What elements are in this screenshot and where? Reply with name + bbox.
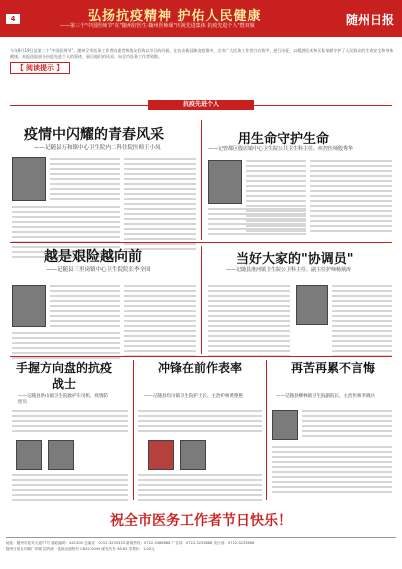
row-divider bbox=[10, 242, 392, 243]
article-7-deck: ——记随县柳林镇卫生院副院长、主治医师李晓兵 bbox=[276, 394, 375, 399]
article-7-photo bbox=[272, 410, 298, 440]
article-5-body-2 bbox=[12, 474, 128, 504]
reading-tips-label: 【 阅读提示 】 bbox=[10, 62, 70, 74]
article-1-photo bbox=[12, 157, 46, 201]
article-1-body bbox=[50, 158, 120, 203]
page-subtitle: ——第三个"中国医师节"在"随州好医生·随州医师颂"庆祝先进集体 抗疫先进个人"暨双颁 bbox=[60, 23, 255, 29]
article-6-headline: 冲锋在前作表率 bbox=[157, 361, 242, 375]
article-4-body bbox=[208, 285, 290, 360]
article-3-body-2 bbox=[12, 332, 120, 362]
article-7-body-2 bbox=[272, 446, 392, 496]
reading-tips-text: 今年8月19日是第三个"中国医师节"，随州全市医务工作者向患者和战友们致以节日的问候。在抗击新冠肺炎疫情中，全市广大医务工作者白衣执甲、逆行出征，以精湛医术和无私奉献守护了人民群众的生命安全和身体健康。本报选取部分抗疫先进个人的事迹，展示他们的风采，向全市医务工作者致敬。 bbox=[10, 48, 394, 59]
article-3-body-3 bbox=[124, 285, 196, 360]
article-2-body-2 bbox=[208, 208, 306, 238]
column-divider bbox=[201, 120, 202, 240]
article-3-photo bbox=[12, 285, 46, 327]
article-2-headline: 用生命守护生命 bbox=[238, 132, 330, 147]
article-3-body bbox=[50, 285, 120, 330]
article-6-photo-2 bbox=[180, 440, 206, 470]
article-7-headline: 再苦再累不言悔 bbox=[290, 361, 375, 375]
row-divider bbox=[10, 356, 392, 357]
article-5-deck: ——记随县洪山镇卫生院救护车司机、疫情防控员 bbox=[18, 394, 108, 405]
footer bbox=[6, 537, 396, 552]
article-6-deck: ——记随县均川镇卫生院护士长、主治护师黄艳艳 bbox=[144, 394, 243, 399]
masthead bbox=[0, 0, 402, 37]
article-4-deck: ——记随县淮河镇卫生院公卫科主任、副主任护师杨炳涛 bbox=[226, 267, 352, 273]
article-1-headline: 疫情中闪耀的青春风采 bbox=[24, 127, 164, 143]
article-2-body-3 bbox=[310, 160, 392, 235]
article-5-photo-1 bbox=[16, 440, 42, 470]
article-2-deck: ——记曾都区殷店镇中心卫生院公共卫生科主任、疾控医师殷秀华 bbox=[208, 146, 354, 152]
column-divider bbox=[133, 360, 134, 500]
article-3-headline: 越是艰险越向前 bbox=[44, 249, 142, 265]
article-4-headline: 当好大家的"协调员" bbox=[236, 252, 354, 267]
article-4-body-2 bbox=[332, 285, 392, 360]
column-divider bbox=[266, 360, 267, 500]
page-title: 弘扬抗疫精神 护佑人民健康 bbox=[88, 9, 262, 24]
article-6-body-2 bbox=[138, 474, 262, 504]
column-divider bbox=[201, 246, 202, 354]
article-1-body-3 bbox=[124, 158, 196, 253]
article-6-body bbox=[138, 410, 262, 435]
footer-slogan: 祝全市医务工作者节日快乐！ bbox=[110, 513, 292, 529]
newspaper-name: 随州日报 bbox=[345, 13, 394, 27]
article-2-photo bbox=[208, 160, 242, 204]
article-4-photo bbox=[296, 285, 328, 325]
article-5-photo-2 bbox=[48, 440, 74, 470]
article-1-deck: ——记随县万和镇中心卫生院内二科住院医师王小凤 bbox=[34, 145, 161, 151]
article-5-headline: 手握方向盘的抗疫战士 bbox=[15, 361, 112, 391]
article-7-body bbox=[302, 410, 392, 440]
footer-line-2: 随州日报社印刷厂印刷 国内统一连续出版物号 CN42-0049 邮发代号 38-63 零售价：1.00元 bbox=[6, 547, 155, 551]
article-3-deck: ——记随县三里岗镇中心卫生院院长李全国 bbox=[46, 267, 151, 273]
section-banner: 抗疫先进个人 bbox=[148, 100, 254, 110]
page-number: 4 bbox=[6, 14, 20, 24]
article-5-body bbox=[12, 410, 128, 435]
article-6-photo-1 bbox=[148, 440, 174, 470]
footer-line-1: 地址：随州市迎宾大道77号 邮政编码：441300 总编室：0722-3233333 新闻热线：0722-3366666 广告部：0722-3233888 发行部：0722-3233666 bbox=[6, 541, 255, 545]
